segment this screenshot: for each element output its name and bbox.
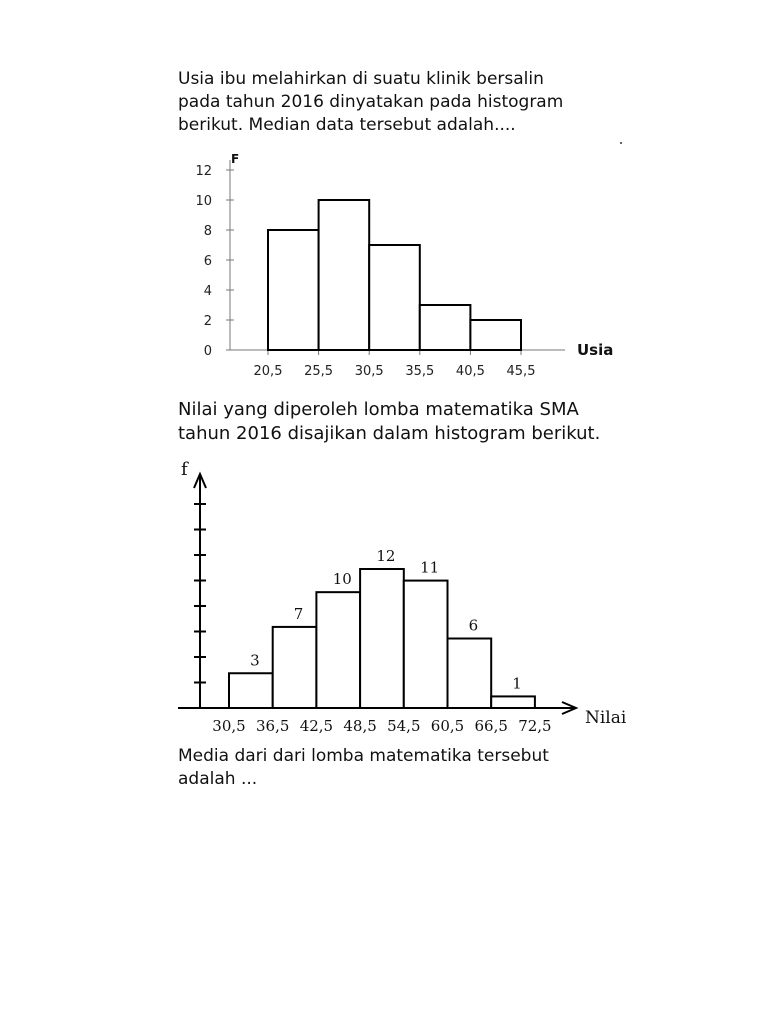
- y-tick-label: 2: [203, 314, 212, 329]
- histogram-bar: [229, 673, 273, 708]
- x-tick-label: 20,5: [253, 364, 283, 379]
- x-tick-label: 66,5: [474, 717, 508, 735]
- question-3-text: [178, 745, 549, 791]
- y-tick-label: 4: [203, 284, 212, 299]
- histogram-bar: [448, 639, 492, 709]
- histogram-bar: [316, 592, 360, 708]
- bar-data-label: 3: [250, 651, 260, 670]
- x-axis-label: Usia: [577, 341, 614, 359]
- bar-data-label: 12: [376, 547, 396, 565]
- x-tick-label: 54,5: [387, 717, 421, 735]
- histogram-bar: [404, 581, 448, 708]
- y-tick-label: 0: [203, 344, 212, 359]
- question-2-line: tahun 2016 disajikan dalam histogram berikut.: [178, 423, 601, 444]
- question-1-line: pada tahun 2016 dinyatakan pada histogram: [178, 92, 564, 112]
- x-tick-label: 36,5: [255, 717, 290, 735]
- x-tick-label: 25,5: [304, 364, 334, 379]
- x-tick-label: 45,5: [506, 364, 536, 379]
- bar-data-label: 10: [332, 570, 352, 589]
- x-tick-label: 35,5: [405, 364, 435, 379]
- y-tick-label: 6: [203, 254, 212, 269]
- y-axis-label: f: [181, 459, 188, 480]
- x-tick-label: 72,5: [518, 717, 552, 735]
- y-tick-label: 8: [203, 224, 212, 239]
- question-3-line: Media dari dari lomba matematika tersebut: [178, 746, 549, 766]
- question-1-line: Usia ibu melahirkan di suatu klinik bersalin: [178, 69, 544, 89]
- bar-data-label: 7: [293, 604, 304, 623]
- question-2-line: Nilai yang diperoleh lomba matematika SMA: [178, 399, 579, 420]
- y-tick-label: 12: [195, 164, 212, 179]
- x-tick-label: 30,5: [354, 364, 384, 379]
- histogram-bar: [360, 569, 404, 708]
- y-axis-label: F: [231, 152, 240, 166]
- x-tick-label: 30,5: [212, 717, 246, 735]
- question-3-line: adalah ...: [178, 769, 258, 789]
- bar-data-label: 6: [468, 616, 479, 635]
- x-axis-label: Nilai: [585, 708, 627, 728]
- y-tick-label: 10: [195, 194, 212, 209]
- bar-data-label: 11: [420, 558, 440, 577]
- bar-data-label: 1: [512, 674, 522, 693]
- x-tick-label: 40,5: [455, 364, 485, 379]
- histogram-bar: [273, 627, 317, 708]
- x-tick-label: 60,5: [430, 717, 465, 735]
- histogram-bar: [491, 696, 535, 708]
- question-1-line: berikut. Median data tersebut adalah....: [178, 115, 516, 135]
- x-tick-label: 48,5: [343, 717, 377, 735]
- x-tick-label: 42,5: [299, 717, 334, 735]
